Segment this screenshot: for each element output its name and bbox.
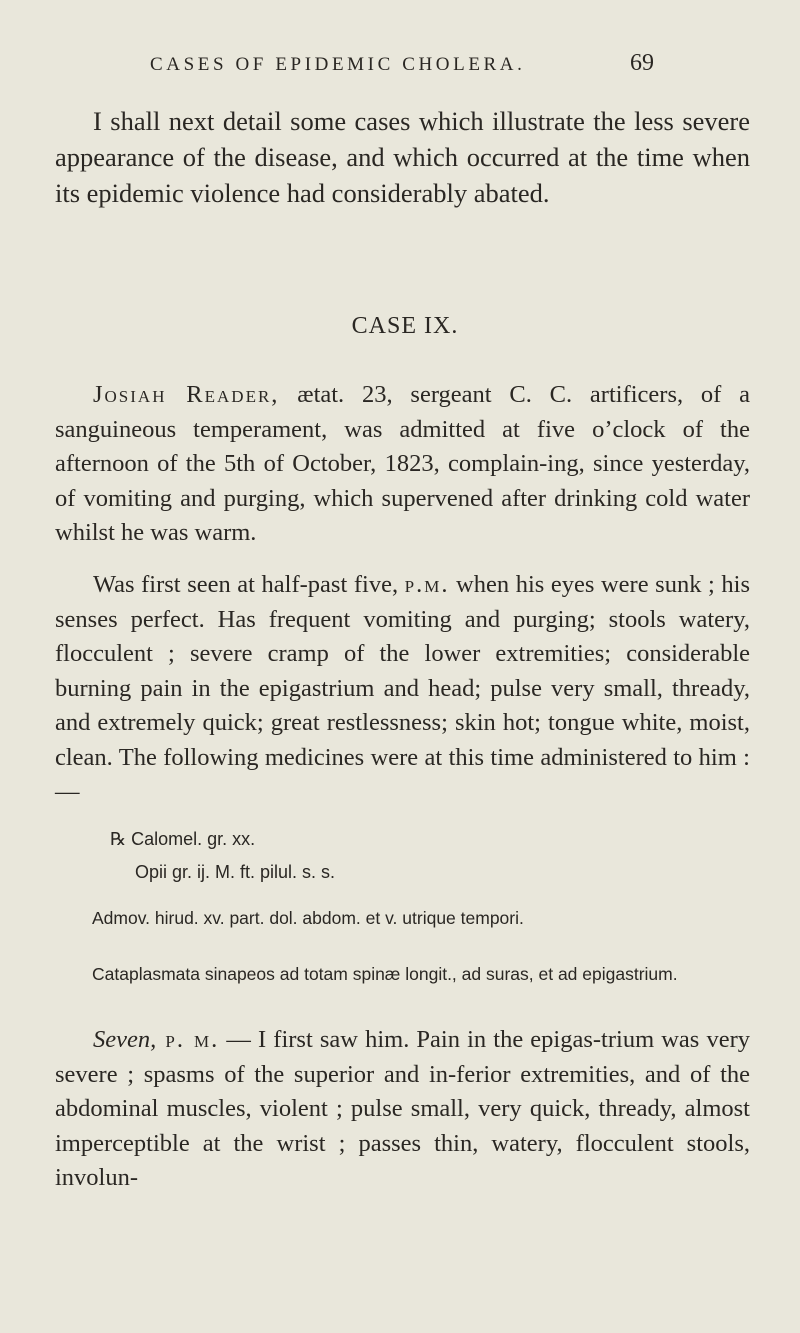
paragraph-3-text: — I first saw him. Pain in the epigas-trium was very severe ; spasms of the superior and in-ferior extremities, and of the abdominal muscles, violent ; pulse small, very quick, thready, almost imperceptible at the wrist ; passes thin, watery, flocculent stools, involun- [55,1026,750,1191]
case-heading: CASE IX. [351,313,459,339]
prescription-line-3: Admov. hirud. xv. part. dol. abdom. et v. utrique tempori. [92,908,524,928]
case-paragraph-1 [55,378,750,551]
intro-paragraph: I shall next detail some cases which illustrate the less severe appearance of the disease, and which occurred at the time when its epidemic violence had considerably abated. [55,106,750,208]
patient-name: Josiah Reader, [93,381,280,408]
paragraph-2-text-a: Was first seen at half-past five, [93,571,405,598]
paragraph-1-text: ætat. 23, sergeant C. C. artificers, of a sanguineous temperament, was admitted at five o’clock of the afternoon of the 5th of October, 1823, complain-ing, since yesterday, of vomiting and purging, which supervened after drinking cold water whilst he was warm. [55,381,751,546]
case-paragraph-2 [55,568,750,810]
case-paragraph-3 [55,1023,750,1196]
pm-marker: p.m. [404,571,450,598]
time-lead: Seven, [93,1026,157,1053]
page-number: 69 [630,50,654,76]
prescription-line-4: Cataplasmata sinapeos ad totam spinæ longit., ad suras, et ad epigastrium. [92,964,678,984]
pm-marker-2: p. m. [156,1026,220,1053]
prescription-line-2: Opii gr. ij. M. ft. pilul. s. s. [135,862,336,882]
running-head [0,50,800,84]
paragraph-2-text-b: when his eyes were sunk ; his senses perfect. Has frequent vomiting and purging; stools watery, flocculent ; severe cramp of the lower extremities; considerable burning pain in the epigastrium and head; pulse very small, thready, and extremely quick; great restlessness; skin hot; tongue white, moist, clean. The following medicines were at this time administered to him : — [55,571,750,805]
prescription-line-1: ℞ Calomel. gr. xx. [110,829,256,849]
running-title: CASES OF EPIDEMIC CHOLERA. [150,54,526,75]
